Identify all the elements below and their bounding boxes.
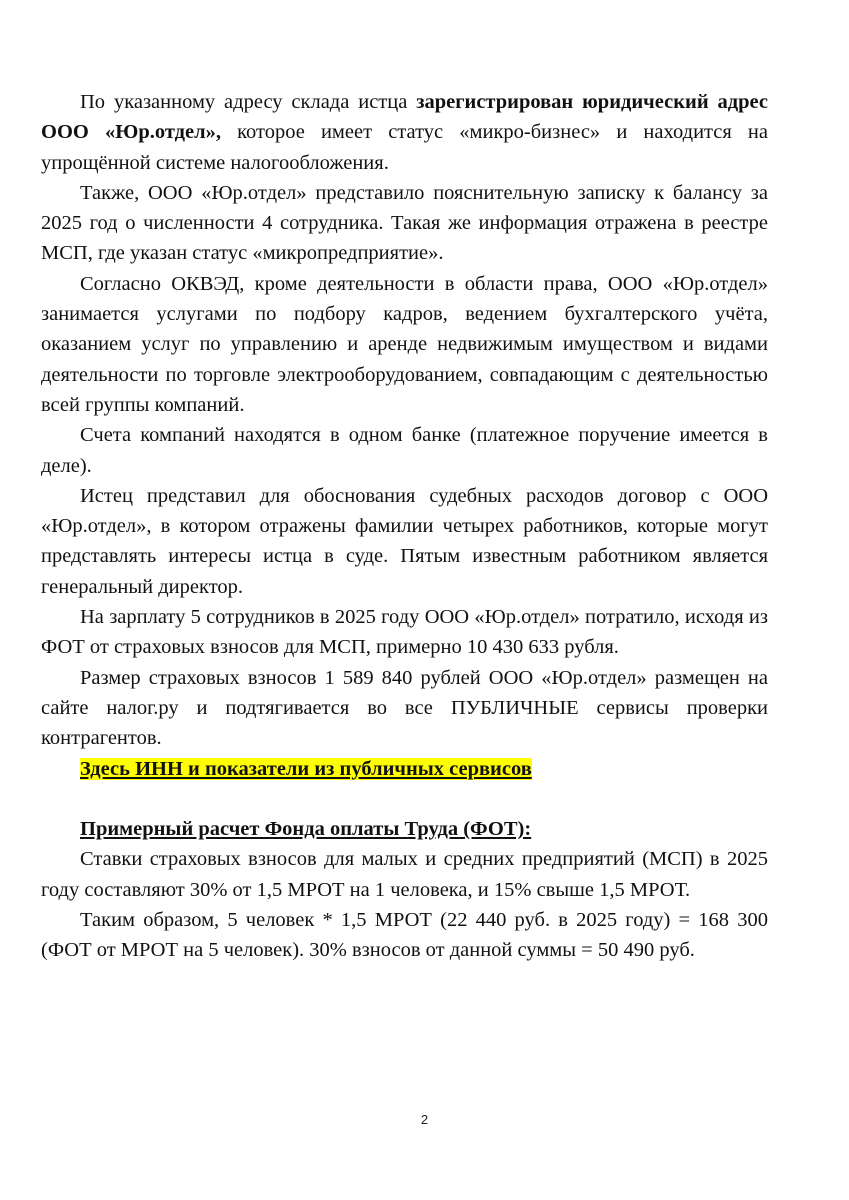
- paragraph-explanatory-note: Также, ООО «Юр.отдел» представило пояснительную записку к балансу за 2025 год о численности 4 сотрудника. Такая же информация отражена в реестре МСП, где указан статус «микропредприятие».: [41, 181, 768, 265]
- paragraph-contract: Истец представил для обоснования судебных расходов договор с ООО «Юр.отдел», в котором отражены фамилии четырех работников, которые могут представлять интересы истца в суде. Пятым известным работником является генеральный директор.: [41, 484, 768, 598]
- paragraph-calculation: Таким образом, 5 человек * 1,5 МРОТ (22 440 руб. в 2025 году) = 168 300 (ФОТ от МРОТ на 5 человек). 30% взносов от данной суммы = 50 490 руб.: [41, 909, 768, 962]
- page-number: 2: [420, 1112, 429, 1127]
- paragraph-okved: Согласно ОКВЭД, кроме деятельности в области права, ООО «Юр.отдел» занимается услугами по подбору кадров, ведением бухгалтерского учёта, оказанием услуг по управлению и аренде недвижимым имуществом и видами деятельности по торговле электрооборудованием, совпадающим с деятельностью всей группы компаний.: [41, 272, 768, 416]
- paragraph-text: По указанному адресу склада истца: [80, 91, 417, 113]
- paragraph-text: которое имеет статус «микро-бизнес» и находится на упрощённой системе налогообложения.: [41, 121, 768, 174]
- section-heading: Примерный расчет Фонда оплаты Труда (ФОТ):: [80, 818, 532, 841]
- paragraph-registered-address: [41, 87, 768, 178]
- document-page: [41, 87, 768, 966]
- highlighted-note: [41, 754, 768, 784]
- paragraph-salary: На зарплату 5 сотрудников в 2025 году ООО «Юр.отдел» потратило, исходя из ФОТ от страховых взносов для МСП, примерно 10 430 633 рубля.: [41, 606, 768, 659]
- highlighted-note-text: Здесь ИНН и показатели из публичных сервисов: [80, 757, 532, 780]
- bold-text: зарегистрирован юридический адрес ООО «Юр.отдел»,: [41, 91, 768, 144]
- paragraph-bank-accounts: Счета компаний находятся в одном банке (платежное поручение имеется в деле).: [41, 424, 768, 477]
- blank-line: [41, 784, 768, 814]
- paragraph-rates: Ставки страховых взносов для малых и средних предприятий (МСП) в 2025 году составляют 30% от 1,5 МРОТ на 1 человека, и 15% свыше 1,5 МРОТ.: [41, 848, 768, 901]
- paragraph-insurance-contributions: Размер страховых взносов 1 589 840 рублей ООО «Юр.отдел» размещен на сайте налог.ру и подтягивается во все ПУБЛИЧНЫЕ сервисы проверки контрагентов.: [41, 666, 768, 750]
